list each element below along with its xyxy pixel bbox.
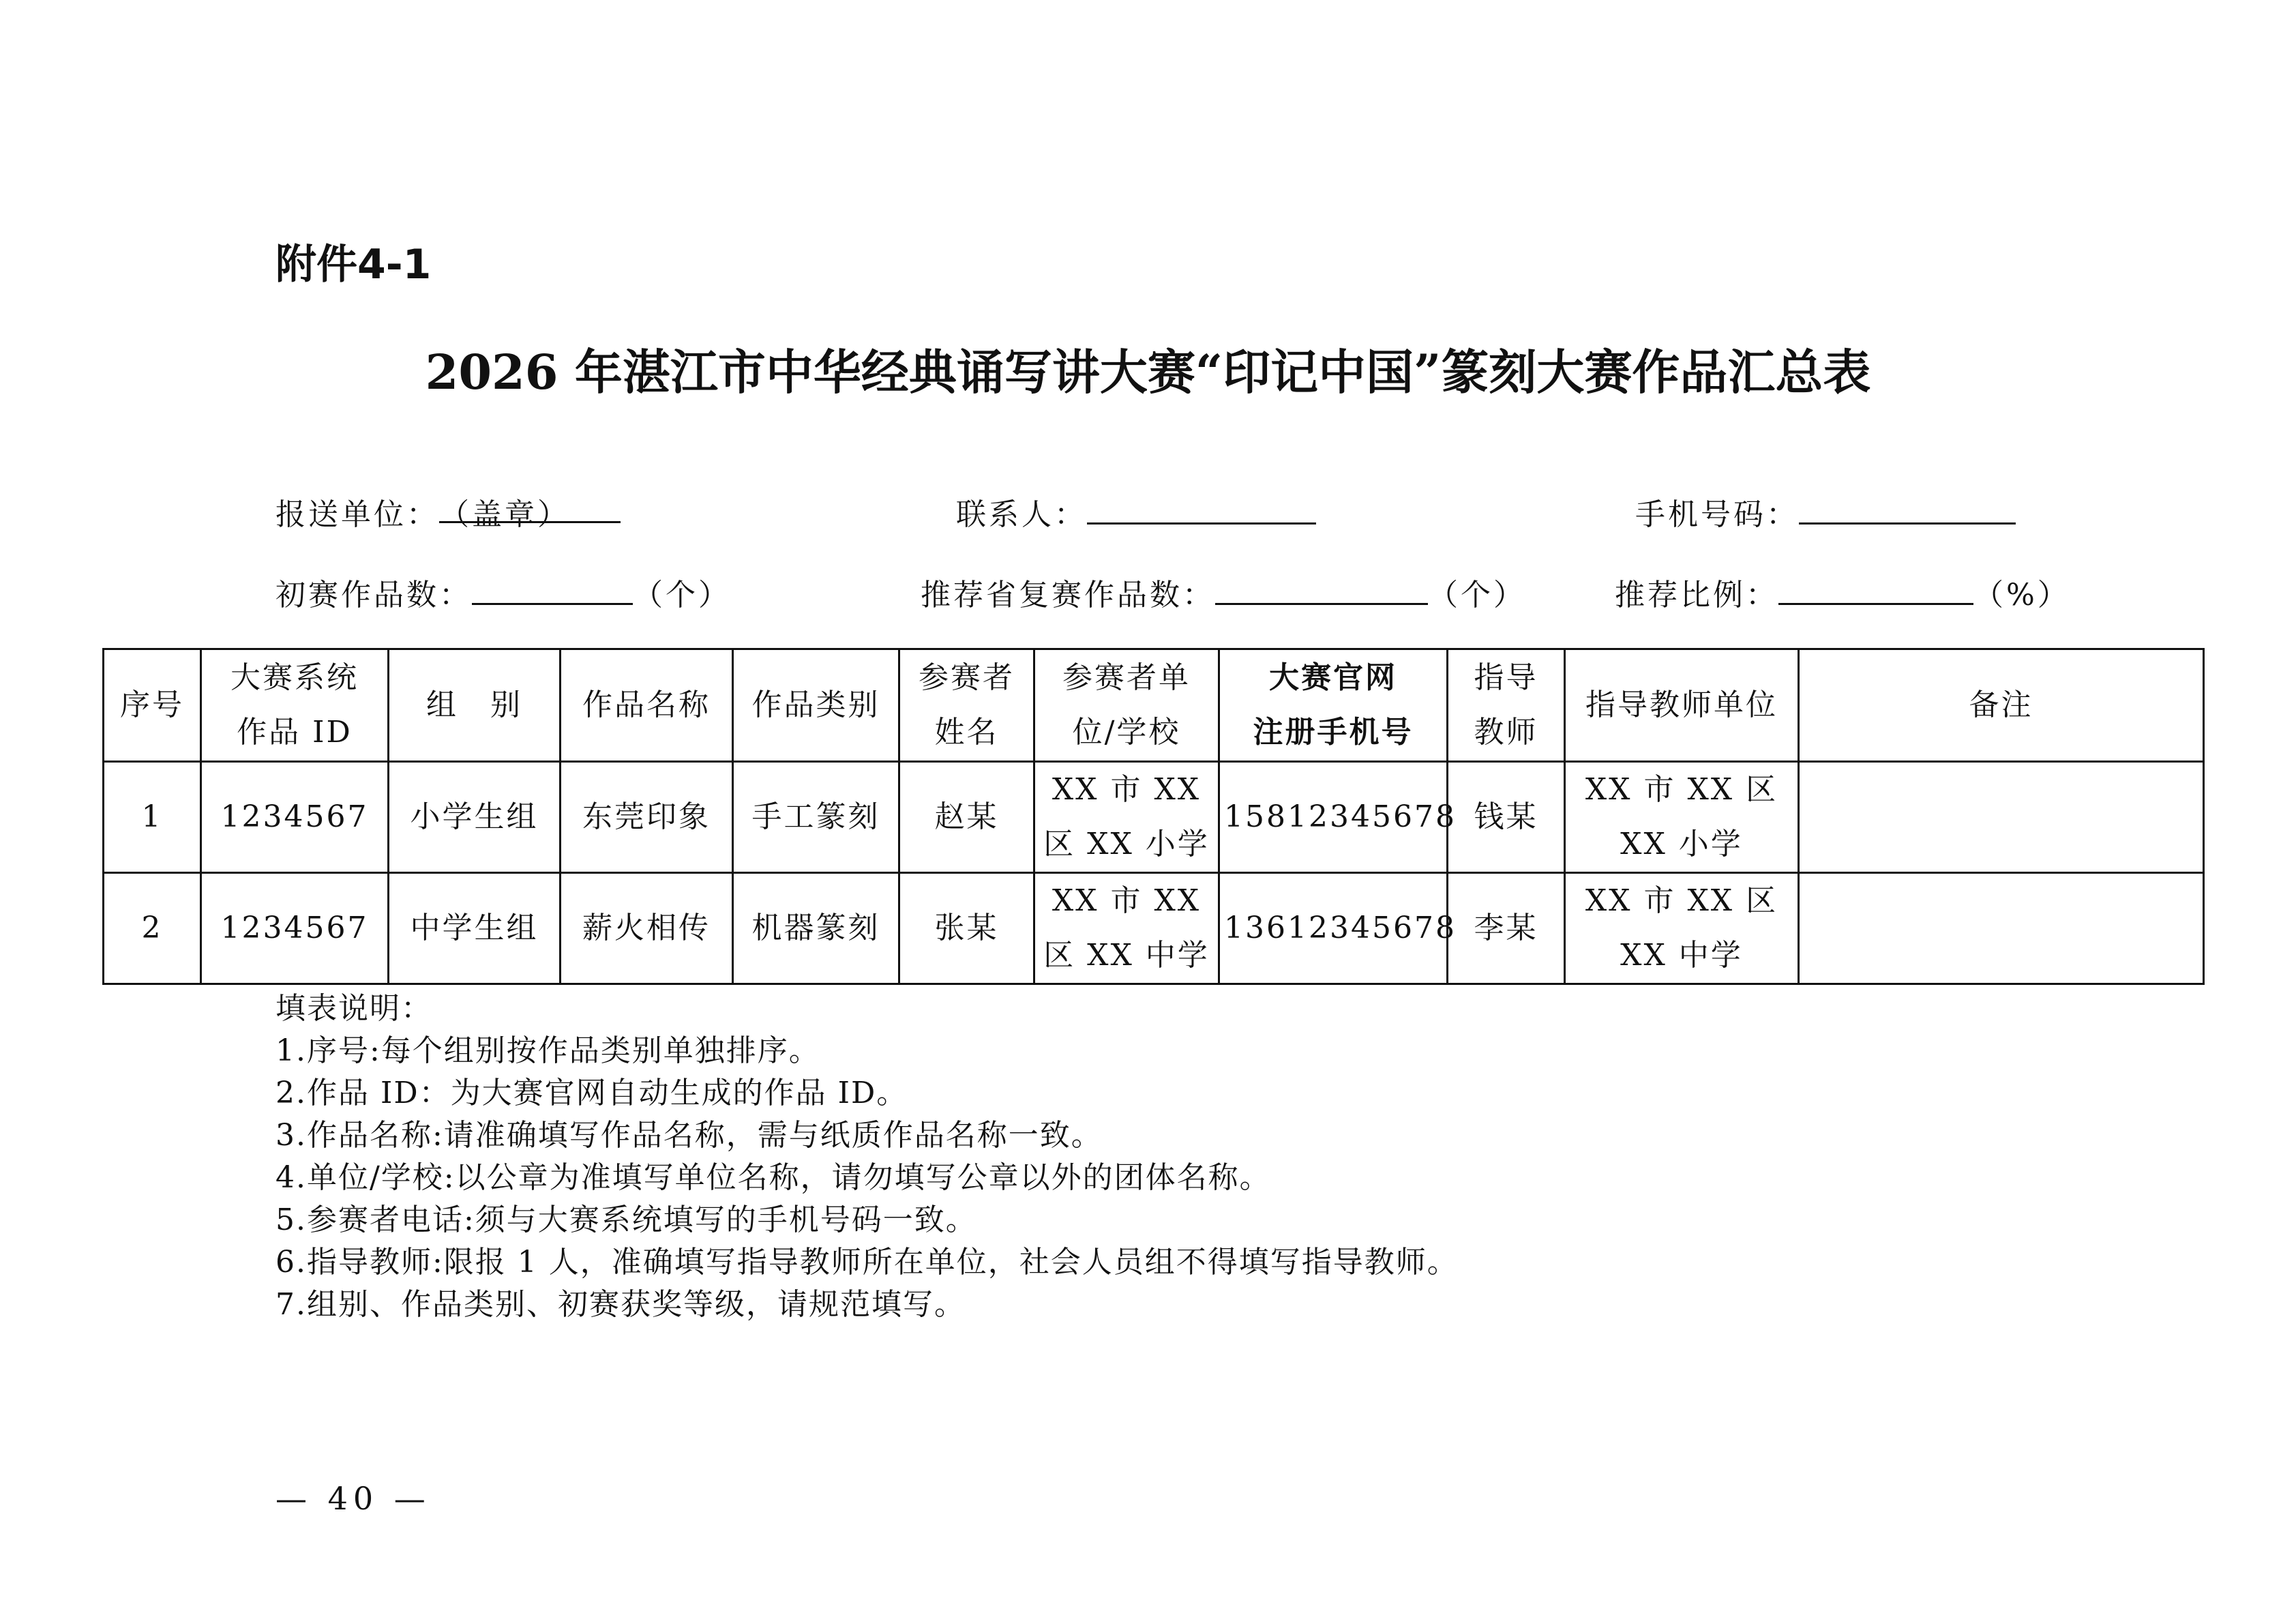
cell-phone: 13612345678 xyxy=(1219,873,1448,984)
header-work-name: 作品名称 xyxy=(561,649,733,762)
instruction-item: 7.组别、作品类别、初赛获奖等级，请规范填写。 xyxy=(275,1287,966,1322)
recommend-label: 推荐省复赛作品数： xyxy=(921,578,1215,612)
header-work-id: 大赛系统 作品 ID xyxy=(201,649,389,762)
cell-participant-school: XX 市 XX 区 XX 中学 xyxy=(1034,873,1219,984)
recommend-field xyxy=(921,570,1526,614)
contact-blank xyxy=(1087,491,1316,525)
header-remarks: 备注 xyxy=(1799,649,2204,762)
table-row xyxy=(104,873,2204,984)
cell-work-id: 1234567 xyxy=(201,762,389,873)
attachment-label: 附件4-1 xyxy=(275,241,432,289)
header-teacher: 指导 教师 xyxy=(1448,649,1565,762)
cell-participant-name: 赵某 xyxy=(899,762,1034,873)
submission-table xyxy=(102,648,2205,985)
phone-label: 手机号码： xyxy=(1635,497,1799,532)
cell-remarks xyxy=(1799,762,2204,873)
cell-participant-name: 张某 xyxy=(899,873,1034,984)
unit-label: 报送单位： xyxy=(275,497,439,532)
cell-phone: 15812345678 xyxy=(1219,762,1448,873)
instruction-item: 6.指导教师:限报 1 人，准确填写指导教师所在单位，社会人员组不得填写指导教师。 xyxy=(275,1245,1459,1280)
instruction-item: 4.单位/学校:以公章为准填写单位名称，请勿填写公章以外的团体名称。 xyxy=(275,1160,1271,1195)
header-participant-school: 参赛者单 位/学校 xyxy=(1034,649,1219,762)
header-seq: 序号 xyxy=(104,649,201,762)
unit-field xyxy=(275,490,621,533)
page-title: 2026 年湛江市中华经典诵写讲大赛“印记中国”篆刻大赛作品汇总表 xyxy=(425,344,1871,400)
ratio-blank xyxy=(1778,572,1973,605)
instructions xyxy=(275,988,1459,1326)
header-teacher-unit: 指导教师单位 xyxy=(1565,649,1799,762)
contact-label: 联系人： xyxy=(956,497,1087,532)
cell-teacher-unit: XX 市 XX 区 XX 小学 xyxy=(1565,762,1799,873)
table-row xyxy=(104,762,2204,873)
contact-field xyxy=(956,490,1316,533)
ratio-label: 推荐比例： xyxy=(1615,578,1778,612)
prelim-field xyxy=(275,570,731,614)
prelim-unit: （个） xyxy=(633,578,731,612)
table-header-row xyxy=(104,649,2204,762)
recommend-unit: （个） xyxy=(1428,578,1526,612)
cell-work-type: 手工篆刻 xyxy=(733,762,899,873)
prelim-blank xyxy=(472,572,633,605)
cell-work-id: 1234567 xyxy=(201,873,389,984)
ratio-field xyxy=(1615,570,2070,614)
header-group: 组 别 xyxy=(389,649,561,762)
page-number: — 40 — xyxy=(275,1480,431,1517)
instruction-item: 1.序号:每个组别按作品类别单独排序。 xyxy=(275,1033,820,1068)
phone-blank xyxy=(1799,491,2016,525)
instruction-item: 2.作品 ID：为大赛官网自动生成的作品 ID。 xyxy=(275,1076,908,1110)
unit-blank xyxy=(439,490,621,532)
cell-teacher: 李某 xyxy=(1448,873,1565,984)
phone-field xyxy=(1635,490,2016,533)
header-phone: 大赛官网 注册手机号 xyxy=(1219,649,1448,762)
instruction-item: 5.参赛者电话:须与大赛系统填写的手机号码一致。 xyxy=(275,1202,977,1237)
header-participant-name: 参赛者 姓名 xyxy=(899,649,1034,762)
cell-group: 小学生组 xyxy=(389,762,561,873)
cell-work-name: 东莞印象 xyxy=(561,762,733,873)
cell-seq: 2 xyxy=(104,873,201,984)
header-work-type: 作品类别 xyxy=(733,649,899,762)
instructions-heading: 填表说明： xyxy=(275,991,432,1026)
cell-teacher-unit: XX 市 XX 区 XX 中学 xyxy=(1565,873,1799,984)
cell-group: 中学生组 xyxy=(389,873,561,984)
cell-work-type: 机器篆刻 xyxy=(733,873,899,984)
cell-work-name: 薪火相传 xyxy=(561,873,733,984)
cell-remarks xyxy=(1799,873,2204,984)
cell-teacher: 钱某 xyxy=(1448,762,1565,873)
cell-seq: 1 xyxy=(104,762,201,873)
prelim-label: 初赛作品数： xyxy=(275,578,472,612)
cell-participant-school: XX 市 XX 区 XX 小学 xyxy=(1034,762,1219,873)
unit-value: （盖章） xyxy=(439,497,570,532)
recommend-blank xyxy=(1215,572,1428,605)
instruction-item: 3.作品名称:请准确填写作品名称，需与纸质作品名称一致。 xyxy=(275,1118,1103,1153)
ratio-unit: （%） xyxy=(1973,578,2070,612)
